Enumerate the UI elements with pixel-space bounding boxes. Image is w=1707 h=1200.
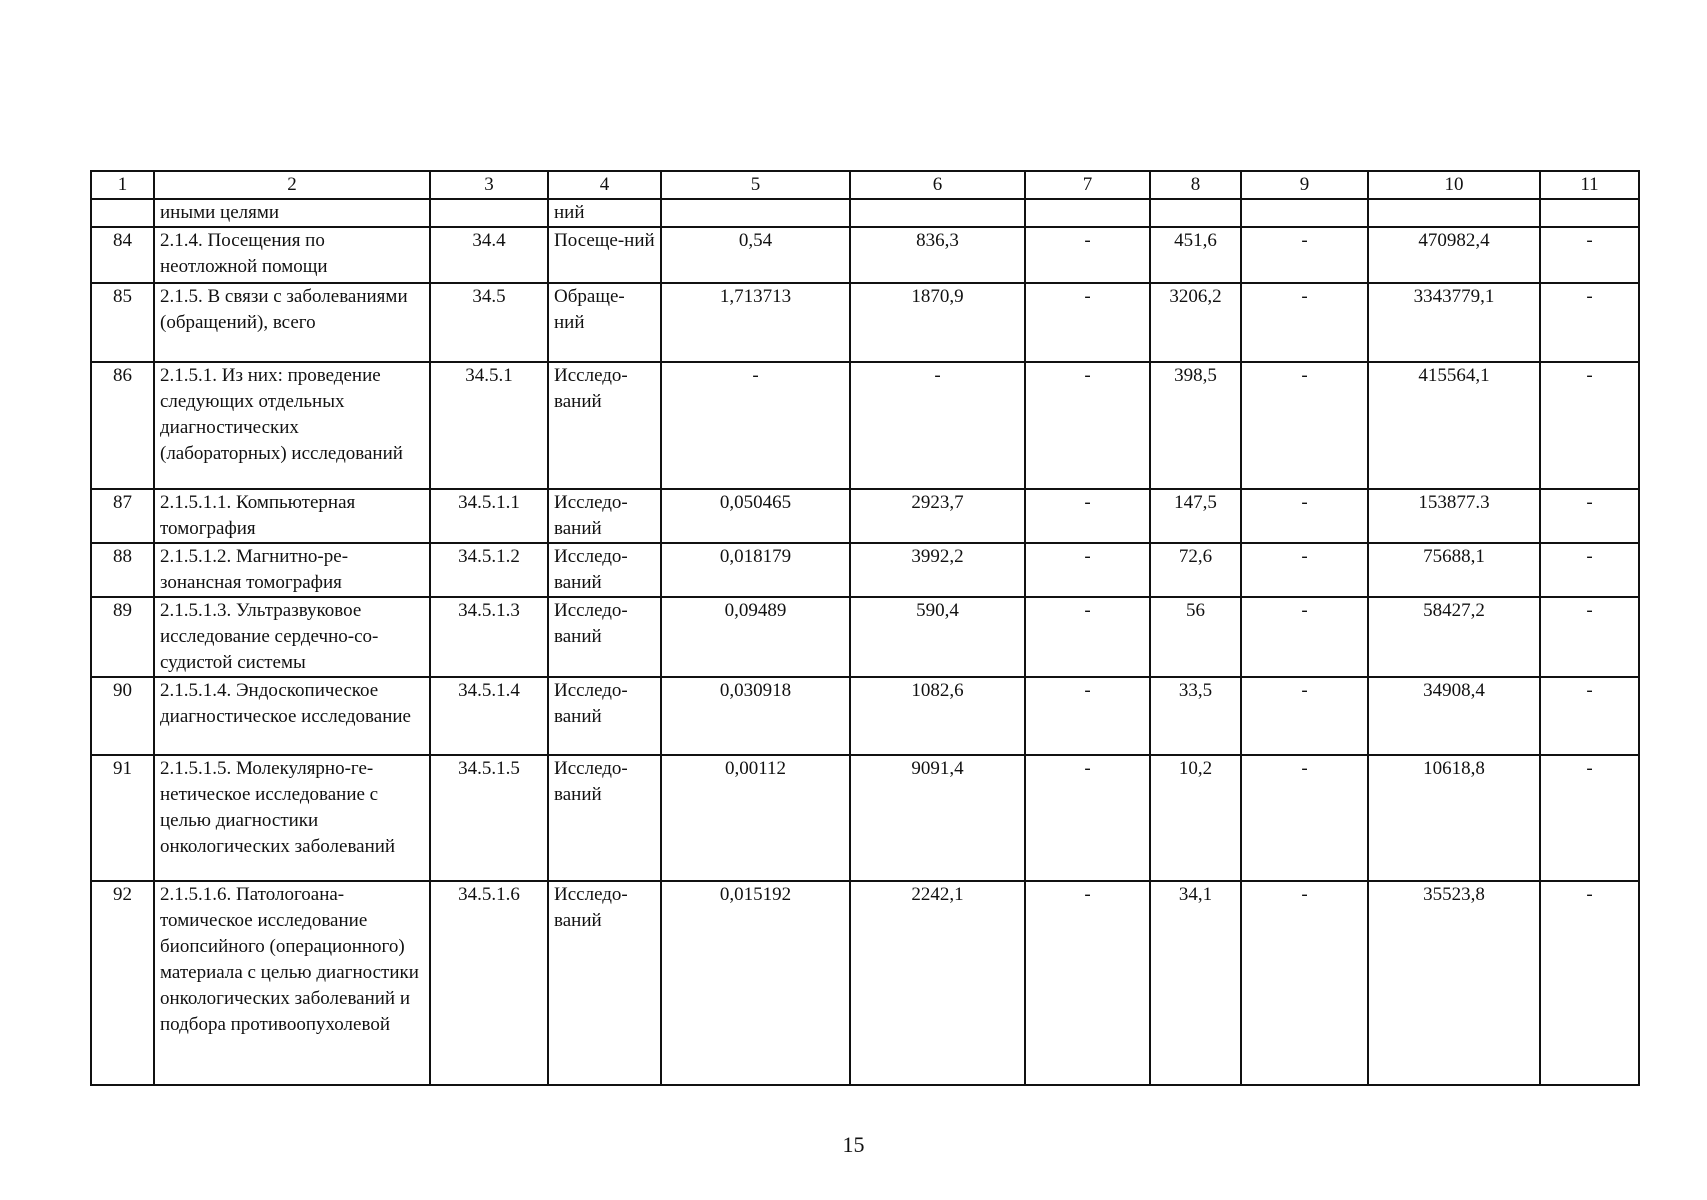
value-cell <box>1150 199 1241 227</box>
table-row <box>91 543 1639 597</box>
value-cell: 35523,8 <box>1368 881 1540 1085</box>
value-cell: - <box>1025 881 1150 1085</box>
value-cell: 0,00112 <box>661 755 850 881</box>
column-number: 2 <box>154 171 430 199</box>
continuation-row <box>91 199 1639 227</box>
code-cell <box>430 199 548 227</box>
value-cell: 0,015192 <box>661 881 850 1085</box>
value-cell: 34908,4 <box>1368 677 1540 755</box>
row-number-cell: 86 <box>91 362 154 489</box>
value-cell <box>1368 199 1540 227</box>
table-row <box>91 881 1639 1085</box>
column-number: 5 <box>661 171 850 199</box>
value-cell: 2923,7 <box>850 489 1025 543</box>
column-number: 4 <box>548 171 661 199</box>
value-cell: - <box>1241 881 1368 1085</box>
value-cell: 0,050465 <box>661 489 850 543</box>
value-cell: - <box>1540 597 1639 677</box>
value-cell: - <box>1540 543 1639 597</box>
value-cell: - <box>1025 755 1150 881</box>
value-cell: - <box>1241 362 1368 489</box>
unit-cell: Исследо-ваний <box>548 677 661 755</box>
indicator-name-cell: 2.1.5.1.6. Патологоана-томическое исследование биопсийного (операционного) материала с целью диагностики онкологических заболеваний и подбора противоопухолевой <box>154 881 430 1085</box>
unit-cell: Исследо-ваний <box>548 881 661 1085</box>
value-cell: 590,4 <box>850 597 1025 677</box>
code-cell: 34.5.1.4 <box>430 677 548 755</box>
indicator-name-cell: 2.1.5.1.1. Компьютерная томография <box>154 489 430 543</box>
value-cell <box>850 199 1025 227</box>
value-cell: - <box>1540 755 1639 881</box>
value-cell: - <box>1540 227 1639 283</box>
column-number: 10 <box>1368 171 1540 199</box>
column-number: 6 <box>850 171 1025 199</box>
indicator-name-cell: 2.1.5. В связи с заболеваниями (обращений), всего <box>154 283 430 362</box>
row-number-cell: 88 <box>91 543 154 597</box>
value-cell: 0,09489 <box>661 597 850 677</box>
value-cell: - <box>1025 283 1150 362</box>
value-cell: 56 <box>1150 597 1241 677</box>
value-cell: - <box>1025 489 1150 543</box>
data-table <box>90 170 1640 1086</box>
row-number-cell: 87 <box>91 489 154 543</box>
value-cell: 0,030918 <box>661 677 850 755</box>
unit-cell: Исследо-ваний <box>548 543 661 597</box>
value-cell: - <box>1540 881 1639 1085</box>
value-cell: 415564,1 <box>1368 362 1540 489</box>
table-row <box>91 227 1639 283</box>
value-cell: 0,54 <box>661 227 850 283</box>
table-row <box>91 677 1639 755</box>
value-cell: 10618,8 <box>1368 755 1540 881</box>
value-cell: - <box>1025 677 1150 755</box>
row-number-cell: 90 <box>91 677 154 755</box>
value-cell: - <box>1540 283 1639 362</box>
value-cell: 33,5 <box>1150 677 1241 755</box>
table-row <box>91 489 1639 543</box>
value-cell: 9091,4 <box>850 755 1025 881</box>
unit-cell: Исследо-ваний <box>548 597 661 677</box>
row-number-cell <box>91 199 154 227</box>
unit-cell: ний <box>548 199 661 227</box>
page-number: 15 <box>842 1132 865 1157</box>
value-cell: - <box>1540 677 1639 755</box>
indicator-name-cell: 2.1.5.1.2. Магнитно-ре-зонансная томография <box>154 543 430 597</box>
value-cell: 2242,1 <box>850 881 1025 1085</box>
value-cell: - <box>1241 597 1368 677</box>
value-cell: - <box>1241 283 1368 362</box>
code-cell: 34.5.1.6 <box>430 881 548 1085</box>
value-cell: - <box>1025 362 1150 489</box>
table-row <box>91 755 1639 881</box>
table-row <box>91 362 1639 489</box>
value-cell: - <box>1241 677 1368 755</box>
unit-cell: Исследо-ваний <box>548 755 661 881</box>
table-row <box>91 283 1639 362</box>
column-number: 3 <box>430 171 548 199</box>
value-cell: - <box>661 362 850 489</box>
column-number-row <box>91 171 1639 199</box>
column-number: 9 <box>1241 171 1368 199</box>
value-cell: 147,5 <box>1150 489 1241 543</box>
value-cell: 153877.3 <box>1368 489 1540 543</box>
value-cell: - <box>1025 597 1150 677</box>
column-number: 8 <box>1150 171 1241 199</box>
indicator-name-cell: 2.1.4. Посещения по неотложной помощи <box>154 227 430 283</box>
value-cell: 58427,2 <box>1368 597 1540 677</box>
unit-cell: Посеще-ний <box>548 227 661 283</box>
code-cell: 34.5.1 <box>430 362 548 489</box>
code-cell: 34.5.1.1 <box>430 489 548 543</box>
code-cell: 34.4 <box>430 227 548 283</box>
row-number-cell: 89 <box>91 597 154 677</box>
code-cell: 34.5 <box>430 283 548 362</box>
value-cell: - <box>1241 543 1368 597</box>
value-cell: - <box>1241 755 1368 881</box>
value-cell <box>1540 199 1639 227</box>
value-cell: - <box>850 362 1025 489</box>
value-cell: 0,018179 <box>661 543 850 597</box>
indicator-name-cell: 2.1.5.1. Из них: проведение следующих отдельных диагностических (лабораторных) исследований <box>154 362 430 489</box>
value-cell: 72,6 <box>1150 543 1241 597</box>
value-cell: - <box>1025 227 1150 283</box>
value-cell: 470982,4 <box>1368 227 1540 283</box>
value-cell: - <box>1241 227 1368 283</box>
value-cell: 3206,2 <box>1150 283 1241 362</box>
value-cell: 1082,6 <box>850 677 1025 755</box>
value-cell: - <box>1241 489 1368 543</box>
row-number-cell: 91 <box>91 755 154 881</box>
value-cell: 1,713713 <box>661 283 850 362</box>
value-cell: 3992,2 <box>850 543 1025 597</box>
row-number-cell: 85 <box>91 283 154 362</box>
column-number: 7 <box>1025 171 1150 199</box>
code-cell: 34.5.1.5 <box>430 755 548 881</box>
value-cell: 1870,9 <box>850 283 1025 362</box>
indicator-name-cell: 2.1.5.1.5. Молекулярно-ге-нетическое исследование с целью диагностики онкологических заболеваний <box>154 755 430 881</box>
value-cell: 451,6 <box>1150 227 1241 283</box>
indicator-name-cell: иными целями <box>154 199 430 227</box>
indicator-name-cell: 2.1.5.1.3. Ультразвуковое исследование сердечно-со-судистой системы <box>154 597 430 677</box>
value-cell: - <box>1025 543 1150 597</box>
value-cell: 398,5 <box>1150 362 1241 489</box>
value-cell <box>1241 199 1368 227</box>
value-cell: - <box>1540 489 1639 543</box>
value-cell: - <box>1540 362 1639 489</box>
unit-cell: Исследо-ваний <box>548 489 661 543</box>
column-number: 11 <box>1540 171 1639 199</box>
value-cell <box>661 199 850 227</box>
value-cell: 3343779,1 <box>1368 283 1540 362</box>
value-cell: 836,3 <box>850 227 1025 283</box>
row-number-cell: 84 <box>91 227 154 283</box>
table-row <box>91 597 1639 677</box>
value-cell <box>1025 199 1150 227</box>
column-number: 1 <box>91 171 154 199</box>
value-cell: 34,1 <box>1150 881 1241 1085</box>
unit-cell: Исследо-ваний <box>548 362 661 489</box>
unit-cell: Обраще-ний <box>548 283 661 362</box>
value-cell: 75688,1 <box>1368 543 1540 597</box>
row-number-cell: 92 <box>91 881 154 1085</box>
indicator-name-cell: 2.1.5.1.4. Эндоскопическое диагностическое исследование <box>154 677 430 755</box>
code-cell: 34.5.1.3 <box>430 597 548 677</box>
value-cell: 10,2 <box>1150 755 1241 881</box>
code-cell: 34.5.1.2 <box>430 543 548 597</box>
